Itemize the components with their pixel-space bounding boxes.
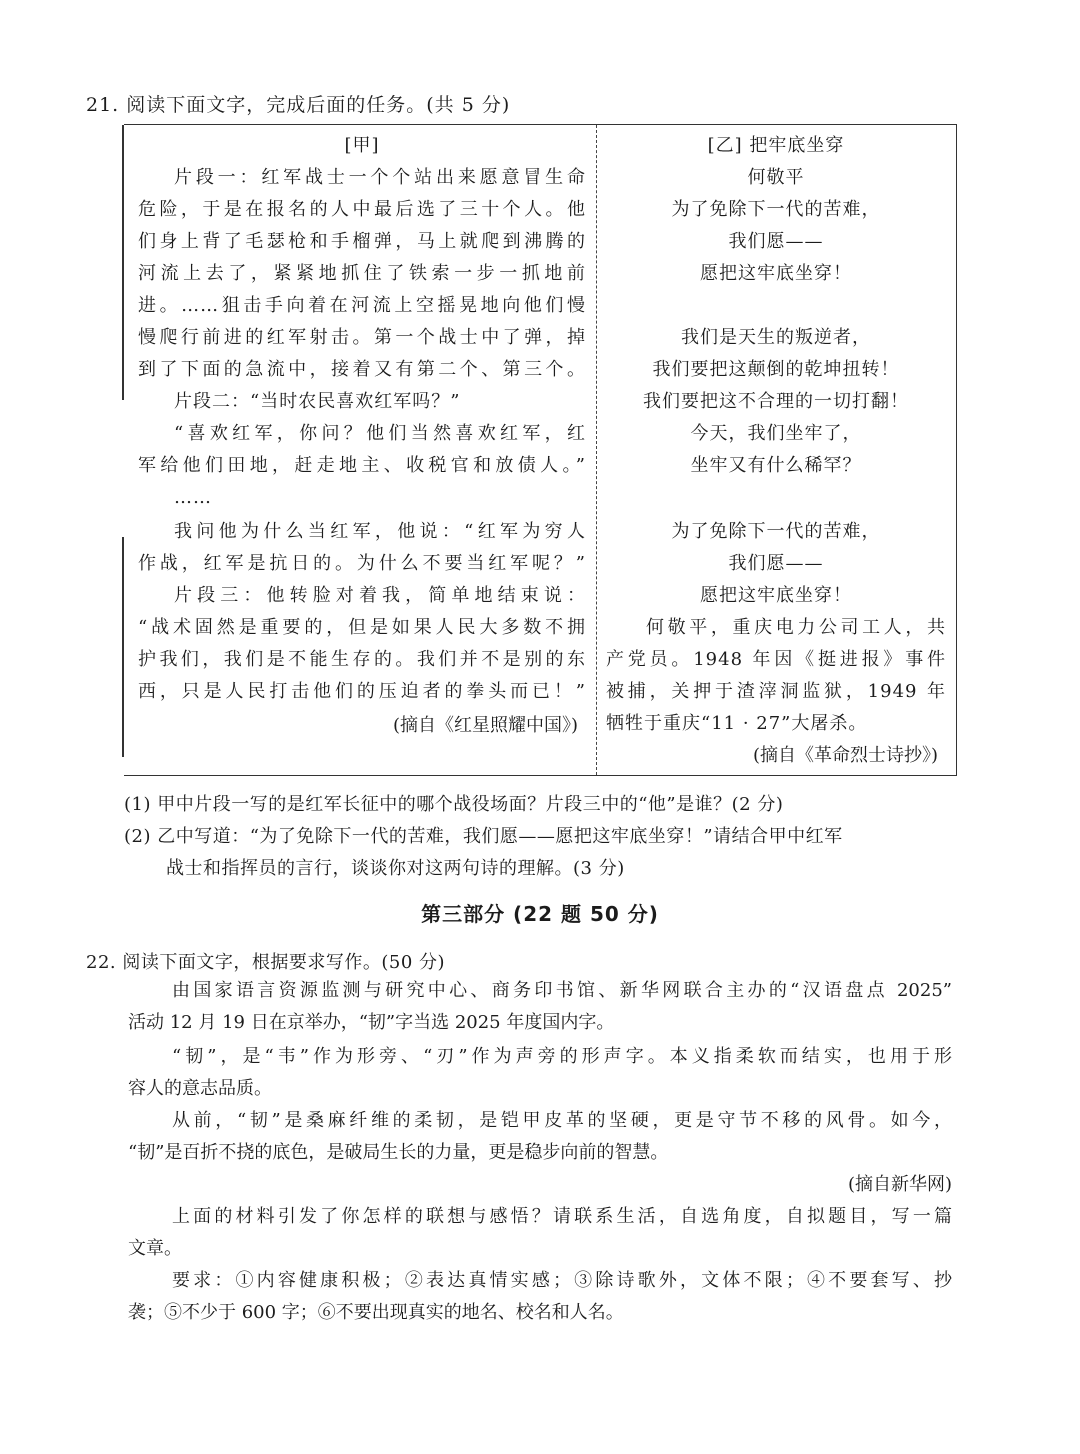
jia-line: “战术固然是重要的，但是如果人民大多数不拥 bbox=[138, 617, 586, 638]
jia-line: 们身上背了毛瑟枪和手榴弹，马上就爬到沸腾的 bbox=[138, 231, 586, 252]
poem-line: 愿把这牢底坐穿！ bbox=[700, 585, 852, 606]
section-3-title: 第三部分 (22 题 50 分) bbox=[421, 902, 659, 926]
yi-author: 何敬平 bbox=[747, 167, 805, 188]
jia-line: “喜欢红军，你问？他们当然喜欢红军，红 bbox=[174, 423, 586, 444]
jia-line: 慢爬行前进的红军射击。第一个战士中了弹，掉 bbox=[138, 327, 586, 348]
q22-requirements-line: 袭；⑤不少于 600 字；⑥不要出现真实的地名、校名和人名。 bbox=[128, 1302, 624, 1323]
q22-paragraph-line: “韧”是百折不挠的底色，是破局生长的力量，更是稳步向前的智慧。 bbox=[128, 1142, 669, 1163]
jia-heading: [甲] bbox=[344, 135, 380, 156]
box-left-border-top bbox=[122, 125, 124, 400]
poem-line: 为了免除下一代的苦难， bbox=[671, 521, 881, 542]
sub-question-2-line: (2) 乙中写道：“为了免除下一代的苦难，我们愿——愿把这牢底坐穿！”请结合甲中红军 bbox=[124, 826, 843, 847]
yi-source: (摘自《革命烈士诗抄》) bbox=[752, 745, 938, 766]
jia-line: 到了下面的急流中，接着又有第二个、第三个。 bbox=[138, 359, 586, 380]
jia-line: 片段三：他转脸对着我，简单地结束说： bbox=[174, 585, 586, 606]
author-note-line: 产党员。1948 年因《挺进报》事件 bbox=[606, 649, 946, 670]
jia-line: 护我们，我们是不能生存的。我们并不是别的东 bbox=[138, 649, 586, 670]
jia-line: 进。……狙击手向着在河流上空摇晃地向他们慢 bbox=[138, 295, 586, 316]
column-divider bbox=[596, 125, 597, 775]
jia-line: 军给他们田地，赶走地主、收税官和放债人。” bbox=[138, 455, 586, 476]
question-22-title: 22. 阅读下面文字，根据要求写作。(50 分) bbox=[86, 952, 446, 973]
jia-line: 危险，于是在报名的人中最后选了三十个人。他 bbox=[138, 199, 586, 220]
q22-paragraph-line: 从前，“韧”是桑麻纤维的柔韧，是铠甲皮革的坚硬，更是守节不移的风骨。如今， bbox=[172, 1110, 952, 1131]
poem-line: 我们要把这不合理的一切打翻！ bbox=[643, 391, 909, 412]
poem-line: 愿把这牢底坐穿！ bbox=[700, 263, 852, 284]
q22-source: (摘自新华网) bbox=[847, 1174, 952, 1195]
poem-line: 我们愿—— bbox=[728, 553, 824, 574]
q22-paragraph-line: 上面的材料引发了你怎样的联想与感悟？请联系生活，自选角度，自拟题目，写一篇 bbox=[172, 1206, 952, 1227]
jia-line: …… bbox=[174, 487, 212, 508]
jia-line: 片段二：“当时农民喜欢红军吗？” bbox=[174, 391, 461, 412]
box-left-border-bottom bbox=[122, 537, 124, 757]
jia-line: 我问他为什么当红军，他说：“红军为穷人 bbox=[174, 521, 586, 542]
poem-line: 为了免除下一代的苦难， bbox=[671, 199, 881, 220]
poem-line: 我们愿—— bbox=[728, 231, 824, 252]
jia-source: (摘自《红星照耀中国》) bbox=[392, 715, 578, 736]
q22-paragraph-line: 由国家语言资源监测与研究中心、商务印书馆、新华网联合主办的“汉语盘点 2025” bbox=[172, 980, 952, 1001]
sub-question-2-line: 战士和指挥员的言行，谈谈你对这两句诗的理解。(3 分) bbox=[166, 858, 625, 879]
q22-requirements-line: 要求：①内容健康积极；②表达真情实感；③除诗歌外，文体不限；④不要套写、抄 bbox=[172, 1270, 952, 1291]
q22-paragraph-line: 文章。 bbox=[128, 1238, 182, 1259]
poem-line: 坐牢又有什么稀罕？ bbox=[690, 455, 862, 476]
q22-paragraph-line: 容人的意志品质。 bbox=[128, 1078, 272, 1099]
jia-line: 西，只是人民打击他们的压迫者的拳头而已！” bbox=[138, 681, 586, 702]
jia-line: 河流上去了，紧紧地抓住了铁索一步一抓地前 bbox=[138, 263, 586, 284]
jia-line: 片段一：红军战士一个个站出来愿意冒生命 bbox=[174, 167, 586, 188]
yi-heading: [乙] 把牢底坐穿 bbox=[707, 135, 845, 156]
poem-line: 我们是天生的叛逆者， bbox=[681, 327, 871, 348]
poem-line: 我们要把这颠倒的乾坤扭转！ bbox=[652, 359, 900, 380]
passage-box bbox=[124, 124, 957, 776]
sub-question-1: (1) 甲中片段一写的是红军长征中的哪个战役场面？片段三中的“他”是谁？(2 分) bbox=[124, 794, 784, 815]
author-note-line: 被捕，关押于渣滓洞监狱，1949 年 bbox=[606, 681, 946, 702]
q22-paragraph-line: 活动 12 月 19 日在京举办，“韧”字当选 2025 年度国内字。 bbox=[128, 1012, 615, 1033]
author-note-line: 何敬平，重庆电力公司工人，共 bbox=[646, 617, 946, 638]
jia-line: 作战，红军是抗日的。为什么不要当红军呢？” bbox=[138, 553, 586, 574]
author-note-line: 牺牲于重庆“11 · 27”大屠杀。 bbox=[606, 713, 868, 734]
q22-paragraph-line: “韧”，是“韦”作为形旁、“刃”作为声旁的形声字。本义指柔软而结实，也用于形 bbox=[172, 1046, 952, 1067]
poem-line: 今天，我们坐牢了， bbox=[690, 423, 862, 444]
question-21-title: 21. 阅读下面文字，完成后面的任务。(共 5 分) bbox=[86, 94, 511, 116]
